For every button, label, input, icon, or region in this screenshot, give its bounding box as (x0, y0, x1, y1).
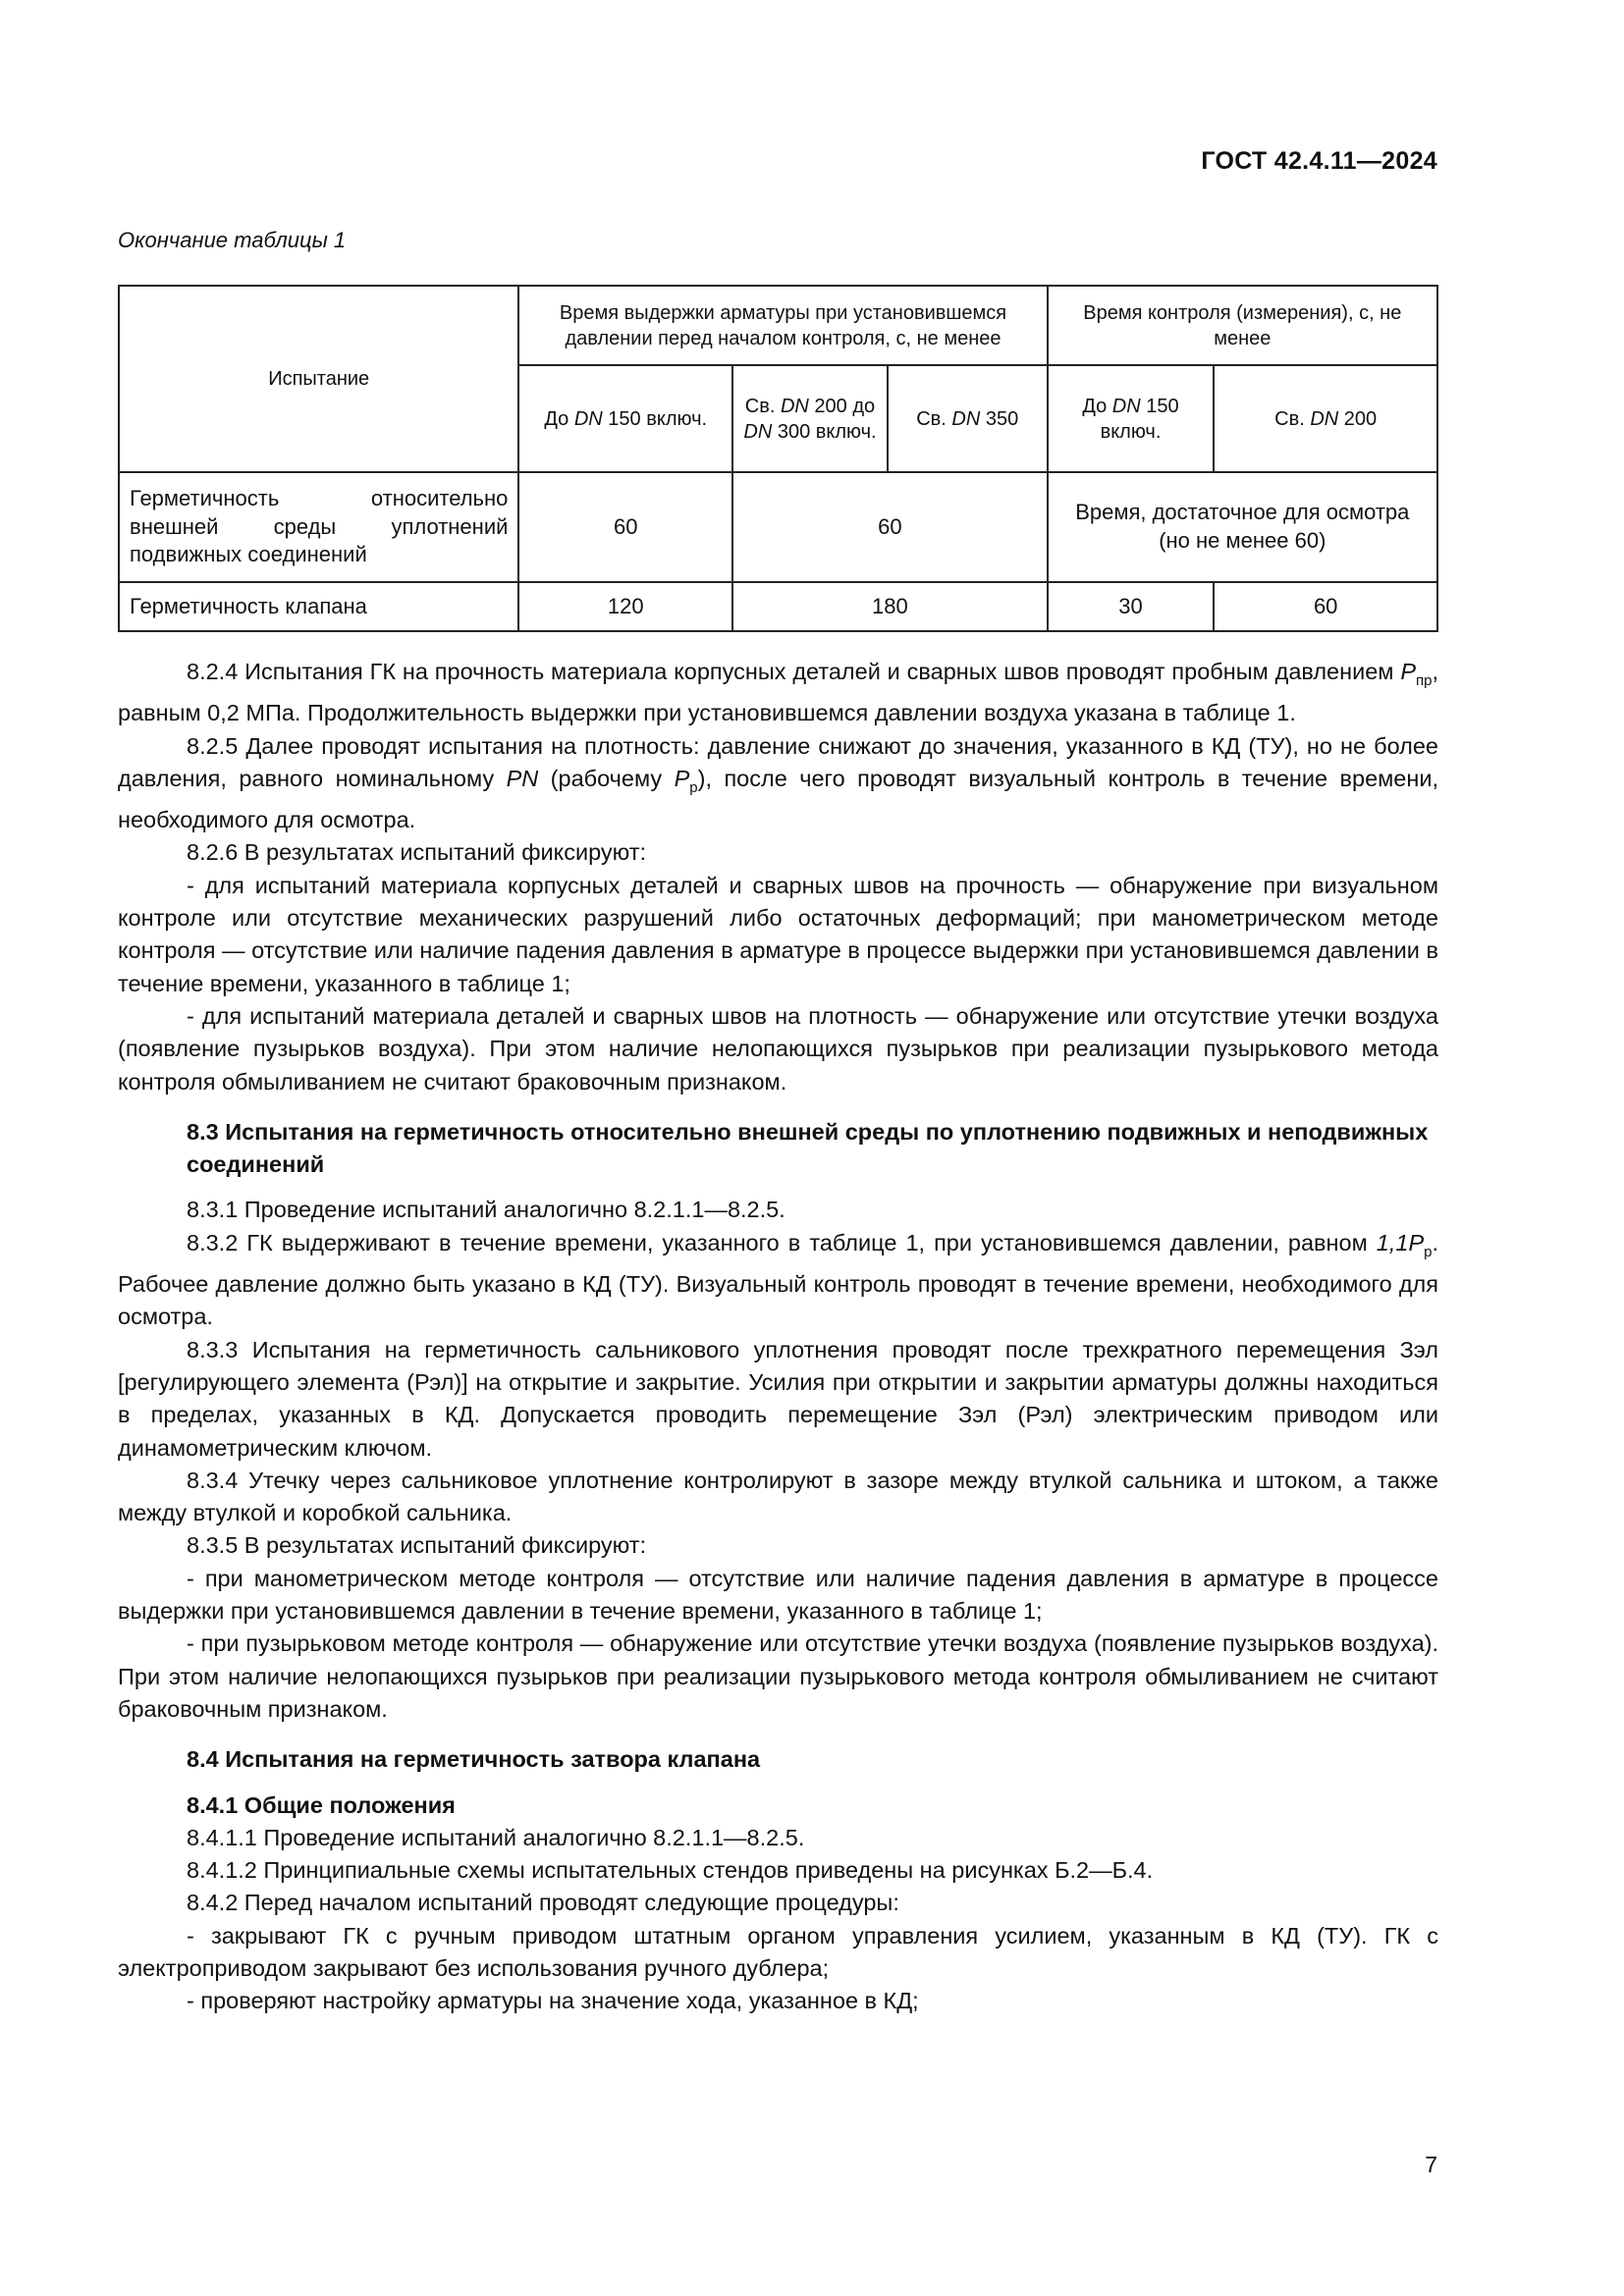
table-row (119, 472, 1437, 582)
cell-value: 60 (518, 472, 732, 582)
paragraph-8-3-4: 8.3.4 Утечку через сальниковое уплотнение контролируют в зазоре между втулкой сальника и штоком, а также между втулкой и коробкой сальника. (118, 1467, 1438, 1526)
cell-value: Время, достаточное для осмотра (но не менее 60) (1048, 472, 1437, 582)
list-item: - для испытаний материала деталей и сварных швов на плотность — обнаружение или отсутствие утечки воздуха (появление пузырьков воздуха). При этом наличие нелопающихся пузырьков при реализации пузырькового метода контроля обмыливанием не считают браковочным признаком. (118, 1002, 1438, 1095)
col-header-test: Испытание (119, 286, 518, 472)
col-group-control-time: Время контроля (измерения), с, не менее (1048, 286, 1437, 365)
paragraph-8-4-1-1: 8.4.1.1 Проведение испытаний аналогично 8.2.1.1—8.2.5. (187, 1824, 805, 1850)
paragraph-8-3-2: 8.3.2 ГК выдерживают в течение времени, указанного в таблице 1, при установившемся давлении, равном $1,1P_р$. Рабочее давление должно быть указано в КД (ТУ). Визуальный контроль проводят в течение времени, необходимого для осмотра. (118, 1229, 1438, 1330)
paragraph-8-2-5: 8.2.5 Далее проводят испытания на плотность: давление снижают до значения, указанного в КД (ТУ), но не более давления, равного номинальному PN (рабочему $P_р$), после чего проводят визуальный контроль в течение времени, необходимого для осмотра. (118, 732, 1439, 833)
row-name: Герметичность относительно внешней среды уплотнений подвижных соединений (119, 472, 518, 582)
paragraph-8-3-5: 8.3.5 В результатах испытаний фиксируют: (187, 1532, 647, 1559)
cell-value: 60 (732, 472, 1048, 582)
page-number: 7 (1425, 2152, 1437, 2177)
paragraph-8-3-1: 8.3.1 Проведение испытаний аналогично 8.2.1.1—8.2.5. (187, 1197, 785, 1223)
paragraph-8-4-2: 8.4.2 Перед началом испытаний проводят следующие процедуры: (187, 1890, 899, 1916)
document-body (118, 656, 1438, 2018)
sub-header-1: До DN 150 включ. (518, 365, 732, 472)
section-heading-8-4: 8.4 Испытания на герметичность затвора клапана (187, 1746, 761, 1773)
cell-value: 180 (732, 582, 1048, 631)
sub-header-3: Св. DN 350 (888, 365, 1048, 472)
standard-code: ГОСТ 42.4.11—2024 (1201, 147, 1437, 175)
list-item: - для испытаний материала корпусных деталей и сварных швов на прочность — обнаружение при визуальном контроле или отсутствие механических разрушений либо остаточных деформаций; при манометрическом методе контроля — отсутствие или наличие падения давления в арматуре в процессе выдержки при установившемся давлении в течение времени, указанного в таблице 1; (118, 872, 1438, 996)
paragraph-8-2-6: 8.2.6 В результатах испытаний фиксируют: (187, 839, 647, 866)
sub-header-4: До DN 150 включ. (1048, 365, 1215, 472)
cell-value: 120 (518, 582, 732, 631)
row-name: Герметичность клапана (119, 582, 518, 631)
table-caption: Окончание таблицы 1 (118, 228, 347, 252)
paragraph-8-3-3: 8.3.3 Испытания на герметичность сальникового уплотнения проводят после трехкратного перемещения Зэл [регулирующего элемента (Рэл)] на открытие и закрытие. Усилия при открытии и закрытии арматуры должны находиться в пределах, указанных в КД. Допускается проводить перемещение Зэл (Рэл) электрическим приводом или динамометрическим ключом. (118, 1336, 1438, 1461)
paragraph-8-4-1-2: 8.4.1.2 Принципиальные схемы испытательных стендов приведены на рисунках Б.2—Б.4. (187, 1857, 1154, 1884)
list-item: - при манометрическом методе контроля — отсутствие или наличие падения давления в арматуре в процессе выдержки при установившемся давлении в течение времени, указанного в таблице 1; (118, 1565, 1438, 1625)
sub-header-2: Св. DN 200 до DN 300 включ. (732, 365, 888, 472)
list-item: - при пузырьковом методе контроля — обнаружение или отсутствие утечки воздуха (появление пузырьков воздуха). При этом наличие нелопающихся пузырьков при реализации пузырькового метода контроля обмыливанием не считают браковочным признаком. (118, 1630, 1438, 1722)
cell-value: 60 (1214, 582, 1437, 631)
table-1 (118, 285, 1438, 632)
section-heading-8-3: 8.3 Испытания на герметичность относительно внешней среды по уплотнению подвижных и неподвижных соединений (187, 1118, 1429, 1178)
cell-value: 30 (1048, 582, 1215, 631)
sub-header-5: Св. DN 200 (1214, 365, 1437, 472)
col-group-hold-time: Время выдержки арматуры при установившемся давлении перед началом контроля, с, не менее (518, 286, 1047, 365)
paragraph-8-2-4: 8.2.4 Испытания ГК на прочность материала корпусных деталей и сварных швов проводят пробным давлением $P_{пр}$, равным 0,2 МПа. Продолжительность выдержки при установившемся давлении воздуха указана в таблице 1. (118, 659, 1438, 726)
subsection-heading-8-4-1: 8.4.1 Общие положения (187, 1791, 456, 1818)
list-item: - закрывают ГК с ручным приводом штатным органом управления усилием, указанным в КД (ТУ). ГК с электроприводом закрывают без использования ручного дублера; (118, 1922, 1438, 1981)
list-item: - проверяют настройку арматуры на значение хода, указанное в КД; (187, 1988, 919, 2014)
table-row (119, 582, 1437, 631)
